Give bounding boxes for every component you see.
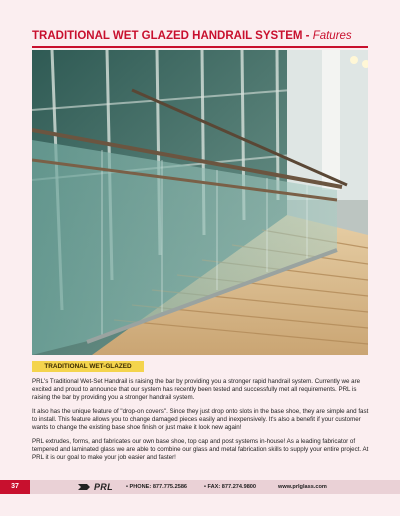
prl-logo-text: PRL	[94, 482, 113, 492]
footer-website-link[interactable]: www.prlglass.com	[278, 484, 327, 490]
footer-bar	[0, 480, 400, 494]
staircase-photo	[32, 50, 368, 355]
page-title-main: TRADITIONAL WET GLAZED HANDRAIL SYSTEM -	[32, 30, 313, 42]
prl-logo	[78, 481, 113, 493]
photo-caption: TRADITIONAL WET-GLAZED	[32, 361, 144, 372]
title-divider	[32, 46, 368, 48]
paragraph-3: PRL extrudes, forms, and fabricates our own base shoe, top cap and post systems in-house! As a leading fabricator of tempered and laminated glass we are able to combine our glass and metal fabrication skills to supply your entire project. At PRL it is our goal to make your job easier and faster!	[32, 438, 369, 461]
paragraph-1: PRL's Traditional Wet-Set Handrail is raising the bar by providing you a stronger rapid handrail system. Currently we are excited and proud to announce that our system has recently been tested and successfully met all requirements. PRL is raising the bar by providing you a stronger handrail system.	[32, 378, 361, 401]
page-title-sub: Fatures	[312, 30, 352, 42]
page-number: 37	[0, 480, 30, 494]
page-title	[32, 30, 352, 42]
footer-fax: • FAX: 877.274.9800	[204, 484, 257, 490]
footer-phone: • PHONE: 877.775.2586	[126, 484, 188, 490]
paragraph-2: It also has the unique feature of "drop-on covers". Since they just drop onto slots in the base shoe, they are simple and fast to install. This feature allows you to change damaged pieces easily and inexpensively. It's also a benefit if your customer wants to change the existing base shoe finish or just make it look new again!	[32, 408, 369, 431]
staircase-illustration	[32, 50, 368, 355]
prl-logo-icon	[78, 482, 92, 492]
